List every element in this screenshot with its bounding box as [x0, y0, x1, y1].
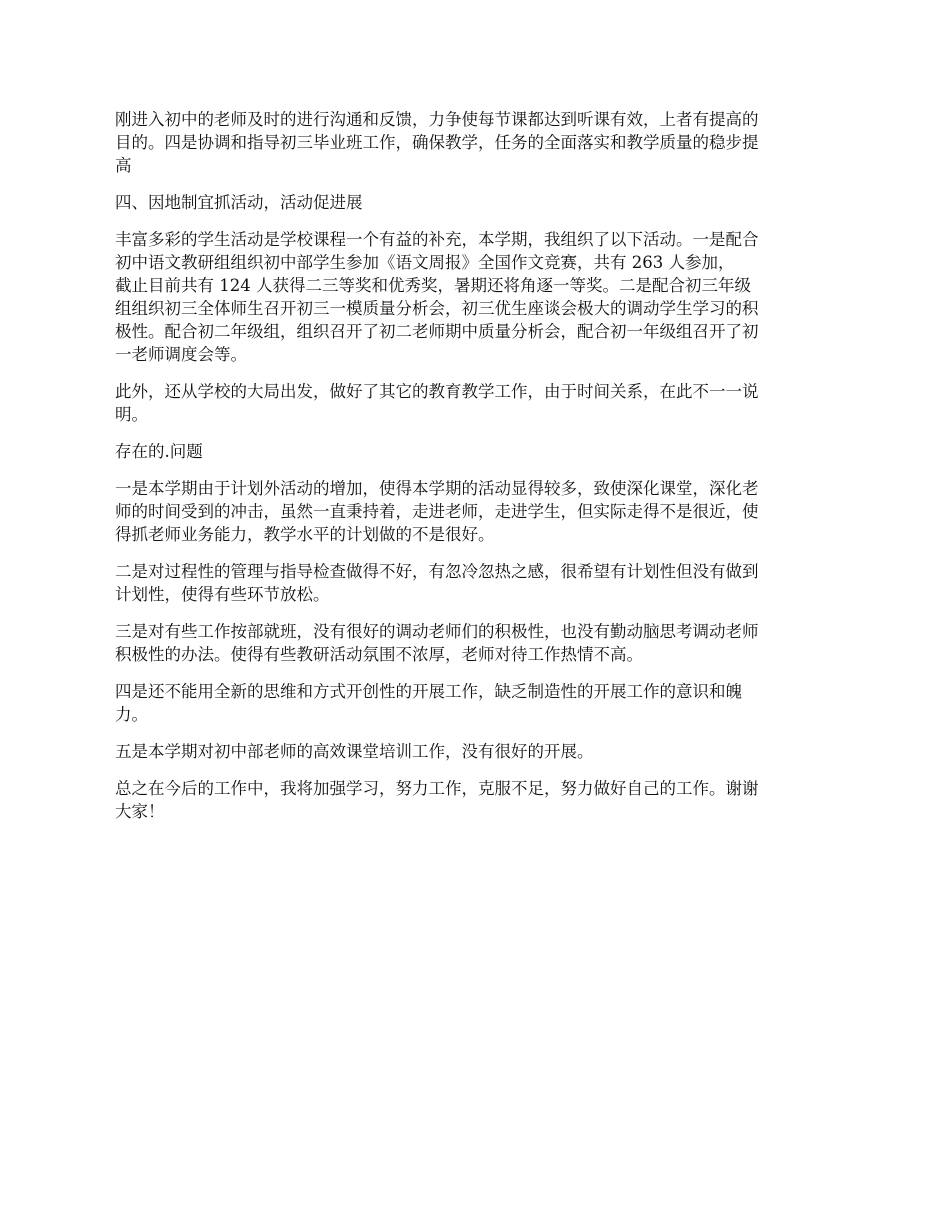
text-line: 积极性的办法。使得有些教研活动氛围不浓厚，老师对待工作热情不高。 — [115, 645, 643, 664]
text-line: 组组织初三全体师生召开初三一模质量分析会，初三优生座谈会极大的调动学生学习的积 — [115, 299, 759, 318]
text-line: 得抓老师业务能力，教学水平的计划做的不是很好。 — [115, 525, 495, 544]
text-line: 极性。配合初二年级组，组织召开了初二老师期中质量分析会，配合初一年级组召开了初 — [115, 322, 759, 341]
paragraph — [115, 560, 840, 606]
paragraph — [115, 680, 840, 726]
section-heading — [115, 440, 840, 463]
document-page — [115, 108, 840, 837]
text-line: 一老师调度会等。 — [115, 345, 247, 364]
text-line: 师的时间受到的冲击，虽然一直秉持着，走进老师，走进学生，但实际走得不是很近，使 — [115, 502, 759, 521]
text-line: 初中语文教研组组织初中部学生参加《语文周报》全国作文竞赛，共有 263 人参加， — [115, 253, 735, 272]
text-line: 一是本学期由于计划外活动的增加，使得本学期的活动显得较多，致使深化课堂，深化老 — [115, 479, 759, 498]
text-line: 大家！ — [115, 802, 165, 821]
text-line: 丰富多彩的学生活动是学校课程一个有益的补充，本学期，我组织了以下活动。一是配合 — [115, 230, 759, 249]
text-line: 存在的.问题 — [115, 442, 203, 461]
paragraph — [115, 477, 840, 546]
paragraph — [115, 380, 840, 426]
section-heading — [115, 191, 840, 214]
text-line: 三是对有些工作按部就班，没有很好的调动老师们的积极性，也没有勤动脑思考调动老师 — [115, 622, 759, 641]
text-line: 明。 — [115, 405, 148, 424]
text-line: 刚进入初中的老师及时的进行沟通和反馈，力争使每节课都达到听课有效，上者有提高的 — [115, 110, 759, 129]
text-line: 力。 — [115, 705, 148, 724]
text-line: 四是还不能用全新的思维和方式开创性的开展工作，缺乏制造性的开展工作的意识和魄 — [115, 682, 742, 701]
text-line: 高 — [115, 156, 132, 175]
paragraph — [115, 620, 840, 666]
paragraph — [115, 777, 840, 823]
text-line: 此外，还从学校的大局出发，做好了其它的教育教学工作，由于时间关系，在此不一一说 — [115, 382, 759, 401]
text-line: 目的。四是协调和指导初三毕业班工作，确保教学，任务的全面落实和教学质量的稳步提 — [115, 133, 759, 152]
text-line: 总之在今后的工作中，我将加强学习，努力工作，克服不足，努力做好自己的工作。谢谢 — [115, 779, 759, 798]
text-line: 二是对过程性的管理与指导检查做得不好，有忽冷忽热之感，很希望有计划性但没有做到 — [115, 562, 759, 581]
text-line: 计划性，使得有些环节放松。 — [115, 585, 330, 604]
paragraph — [115, 228, 840, 366]
paragraph — [115, 740, 840, 763]
text-line: 截止目前共有 124 人获得二三等奖和优秀奖，暑期还将角逐一等奖。二是配合初三年级 — [115, 276, 751, 295]
text-line: 四、因地制宜抓活动，活动促进展 — [115, 193, 363, 212]
paragraph — [115, 108, 840, 177]
text-line: 五是本学期对初中部老师的高效课堂培训工作，没有很好的开展。 — [115, 742, 594, 761]
